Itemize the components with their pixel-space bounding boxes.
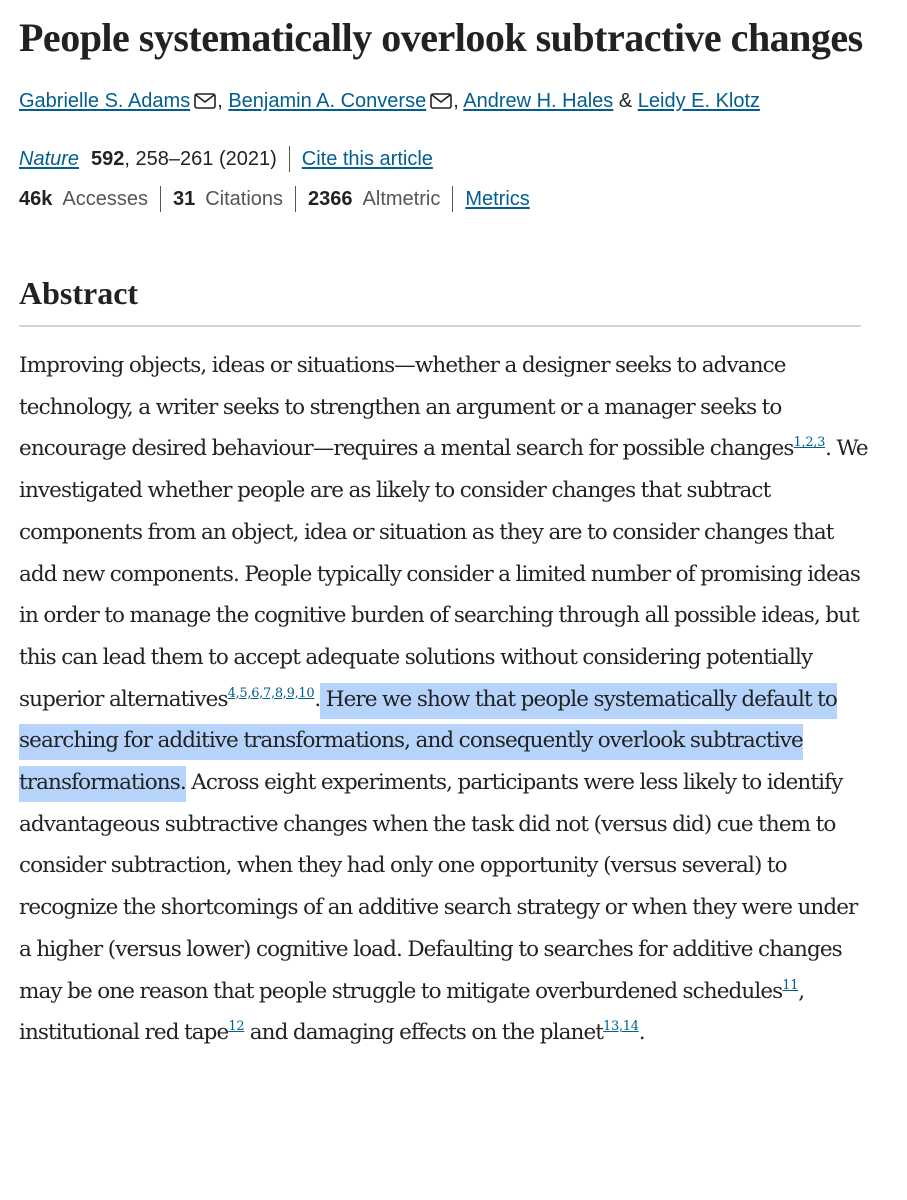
metrics-link[interactable]: Metrics (465, 188, 530, 210)
volume: 592 (91, 148, 125, 170)
author-link-adams[interactable]: Gabrielle S. Adams (19, 90, 191, 112)
article-title: People systematically overlook subtractive changes (19, 15, 863, 60)
reference-group (228, 1019, 244, 1034)
divider (160, 186, 161, 212)
reference-link-4-10[interactable]: 4,5,6,7,8,9,10 (227, 685, 315, 701)
reference-group (228, 686, 315, 701)
citation-line (19, 145, 907, 173)
abstract-part-3: . (314, 686, 321, 712)
journal-link[interactable]: Nature (19, 148, 80, 170)
abstract-text (19, 345, 869, 1054)
author-link-hales[interactable]: Andrew H. Hales (463, 90, 614, 112)
cite-this-article-link[interactable]: Cite this article (301, 148, 433, 170)
reference-link-12[interactable]: 12 (228, 1019, 245, 1035)
altmetric-value: 2366 (308, 188, 353, 210)
highlighted-text-selection: Here we show that people systematically default to searching for additive transformations, and consequently overlook subtractive transformations. (19, 683, 837, 802)
citations-value: 31 (172, 188, 196, 210)
mail-icon[interactable] (194, 93, 216, 109)
reference-link-11[interactable]: 11 (782, 977, 799, 993)
pages-year: , 258–261 (2021) (124, 148, 277, 170)
divider (452, 186, 453, 212)
reference-link-1-3[interactable]: 1,2,3 (793, 435, 826, 451)
abstract-part-2: . We investigated whether people are as likely to consider changes that subtract components from an object, idea or situation as they are to consider changes that add new components. People typically consider a limited number of promising ideas in order to manage the cognitive burden of searching through all possible ideas, but this can lead them to accept adequate solutions without considering potentially superior alternatives (19, 436, 868, 712)
abstract-part-5: , institutional red tape (19, 978, 805, 1046)
abstract-part-1: Improving objects, ideas or situations—whether a designer seeks to advance technology, a writer seeks to strengthen an argument or a manager seeks to encourage desired behaviour—requires a mental search for possible changes (19, 353, 794, 462)
divider (289, 146, 290, 172)
accesses-label: Accesses (62, 188, 148, 210)
mail-icon[interactable] (430, 93, 452, 109)
section-divider (19, 325, 861, 327)
citations-label: Citations (205, 188, 284, 210)
abstract-heading: Abstract (19, 275, 139, 311)
author-link-klotz[interactable]: Leidy E. Klotz (637, 90, 761, 112)
author-separator: , (453, 90, 459, 112)
reference-group (782, 978, 798, 993)
author-link-converse[interactable]: Benjamin A. Converse (228, 90, 427, 112)
reference-group (794, 435, 826, 450)
reference-link-13-14[interactable]: 13,14 (603, 1019, 639, 1035)
author-separator: , (217, 90, 223, 112)
reference-group (603, 1019, 639, 1034)
metrics-bar (19, 185, 907, 213)
accesses-value: 46k (19, 188, 53, 210)
divider (295, 186, 296, 212)
altmetric-label: Altmetric (362, 188, 441, 210)
author-ampersand: & (618, 90, 633, 112)
author-list (19, 87, 907, 115)
abstract-part-6: and damaging effects on the planet (244, 1020, 604, 1046)
abstract-part-4: Across eight experiments, participants were less likely to identify advantageous subtractive changes when the task did not (versus did) cue them to consider subtraction, when they had only one opportunity (versus several) to recognize the shortcomings of an additive search strategy or when they were under a higher (versus lower) cognitive load. Defaulting to searches for additive changes may be one reason that people struggle to mitigate overburdened schedules (19, 770, 858, 1004)
abstract-part-7: . (638, 1020, 645, 1046)
